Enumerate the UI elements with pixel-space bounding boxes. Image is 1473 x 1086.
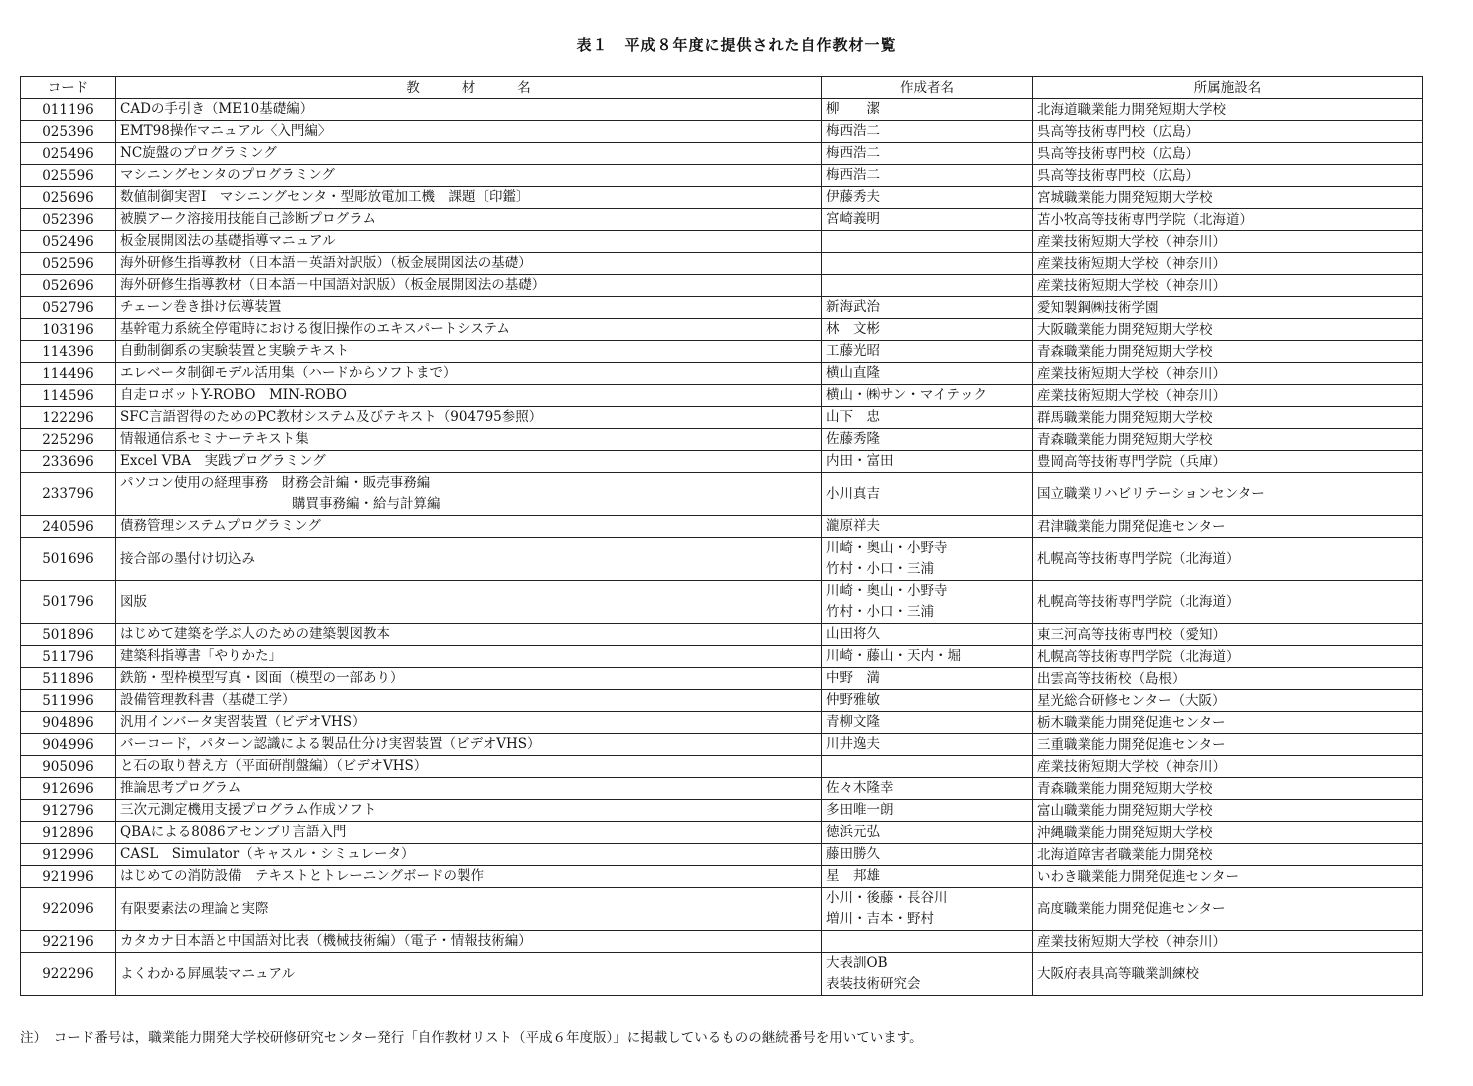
table-row <box>21 319 1423 341</box>
table-row <box>21 473 1423 516</box>
cell-title <box>116 319 822 341</box>
cell-facility: 北海道障害者職業能力開発校 <box>1033 844 1423 866</box>
title-line: CADの手引き（ME10基礎編） <box>120 101 314 117</box>
table-row <box>21 888 1423 931</box>
cell-author <box>822 187 1033 209</box>
table-row <box>21 385 1423 407</box>
cell-facility: 産業技術短期大学校（神奈川） <box>1033 385 1423 407</box>
cell-facility: 栃木職業能力開発促進センター <box>1033 712 1423 734</box>
title-line: 海外研修生指導教材（日本語－中国語対訳版）（板金展開図法の基礎） <box>120 277 546 293</box>
header-facility: 所属施設名 <box>1033 77 1423 99</box>
cell-facility: 大阪府表具高等職業訓練校 <box>1033 953 1423 996</box>
cell-title <box>116 822 822 844</box>
cell-author <box>822 385 1033 407</box>
cell-facility: 沖縄職業能力開発短期大学校 <box>1033 822 1423 844</box>
header-author: 作成者名 <box>822 77 1033 99</box>
cell-author <box>822 953 1033 996</box>
cell-title <box>116 581 822 624</box>
cell-facility: 国立職業リハビリテーションセンター <box>1033 473 1423 516</box>
title-line: 購買事務編・給与計算編 <box>292 496 441 512</box>
author-line: 多田唯一朗 <box>826 802 894 818</box>
cell-author <box>822 253 1033 275</box>
title-line: はじめて建築を学ぶ人のための建築製図教本 <box>120 626 390 642</box>
cell-code: 922096 <box>21 888 116 931</box>
cell-facility: 東三河高等技術専門校（愛知） <box>1033 624 1423 646</box>
cell-title <box>116 668 822 690</box>
author-line: 中野 満 <box>826 670 880 686</box>
cell-code: 905096 <box>21 756 116 778</box>
table-row <box>21 953 1423 996</box>
cell-author <box>822 668 1033 690</box>
cell-facility: 呉高等技術専門校（広島） <box>1033 165 1423 187</box>
title-line: EMT98操作マニュアル〈入門編〉 <box>120 123 332 139</box>
cell-facility: 出雲高等技術校（島根） <box>1033 668 1423 690</box>
author-line: 大表訓OB <box>826 955 888 971</box>
cell-author <box>822 407 1033 429</box>
cell-title <box>116 429 822 451</box>
cell-title <box>116 231 822 253</box>
title-line: 推論思考プログラム <box>120 780 242 796</box>
header-row <box>21 77 1423 99</box>
table-row <box>21 297 1423 319</box>
cell-author <box>822 429 1033 451</box>
author-line: 山田将久 <box>826 626 880 642</box>
cell-title <box>116 712 822 734</box>
cell-title <box>116 538 822 581</box>
cell-title <box>116 646 822 668</box>
table-row <box>21 646 1423 668</box>
cell-author <box>822 646 1033 668</box>
table-row <box>21 99 1423 121</box>
title-line: 債務管理システムプログラミング <box>120 518 321 534</box>
table-row <box>21 209 1423 231</box>
cell-author <box>822 275 1033 297</box>
title-line: 三次元測定機用支援プログラム作成ソフト <box>120 802 377 818</box>
title-line: 設備管理教科書（基礎工学） <box>120 692 296 708</box>
cell-code: 904896 <box>21 712 116 734</box>
cell-title <box>116 385 822 407</box>
title-line: 鉄筋・型枠模型写真・図面（模型の一部あり） <box>120 670 404 686</box>
cell-title <box>116 690 822 712</box>
cell-code: 052596 <box>21 253 116 275</box>
table-row <box>21 690 1423 712</box>
table-row <box>21 341 1423 363</box>
title-line: 情報通信系セミナーテキスト集 <box>120 431 309 447</box>
cell-author <box>822 624 1033 646</box>
cell-code: 122296 <box>21 407 116 429</box>
cell-author <box>822 143 1033 165</box>
cell-author <box>822 690 1033 712</box>
cell-title <box>116 275 822 297</box>
cell-code: 912996 <box>21 844 116 866</box>
cell-title <box>116 778 822 800</box>
cell-author <box>822 99 1033 121</box>
author-line: 工藤光昭 <box>826 343 880 359</box>
title-line: カタカナ日本語と中国語対比表（機械技術編）（電子・情報技術編） <box>120 933 532 949</box>
cell-code: 233696 <box>21 451 116 473</box>
cell-facility: 札幌高等技術専門学院（北海道） <box>1033 646 1423 668</box>
author-line: 柳 潔 <box>826 101 880 117</box>
title-line: エレベータ制御モデル活用集（ハードからソフトまで） <box>120 365 457 381</box>
cell-code: 233796 <box>21 473 116 516</box>
cell-author <box>822 209 1033 231</box>
cell-code: 912896 <box>21 822 116 844</box>
cell-facility: 青森職業能力開発短期大学校 <box>1033 341 1423 363</box>
table-row <box>21 165 1423 187</box>
table-row <box>21 429 1423 451</box>
cell-title <box>116 297 822 319</box>
author-line: 竹村・小口・三浦 <box>826 561 934 577</box>
title-line: 板金展開図法の基礎指導マニュアル <box>120 233 336 249</box>
author-line: 内田・富田 <box>826 453 894 469</box>
cell-author <box>822 231 1033 253</box>
author-line: 梅西浩二 <box>826 167 880 183</box>
cell-title <box>116 99 822 121</box>
cell-code: 922196 <box>21 931 116 953</box>
cell-code: 501696 <box>21 538 116 581</box>
cell-facility: 北海道職業能力開発短期大学校 <box>1033 99 1423 121</box>
author-line: 川崎・奥山・小野寺 <box>826 583 948 599</box>
title-line: 海外研修生指導教材（日本語－英語対訳版）（板金展開図法の基礎） <box>120 255 532 271</box>
author-line: 川井逸夫 <box>826 736 880 752</box>
cell-code: 921996 <box>21 866 116 888</box>
author-line: 川崎・奥山・小野寺 <box>826 540 948 556</box>
author-line: 新海武治 <box>826 299 880 315</box>
cell-code: 025396 <box>21 121 116 143</box>
cell-facility: 青森職業能力開発短期大学校 <box>1033 429 1423 451</box>
author-line: 佐々木隆幸 <box>826 780 894 796</box>
author-line: 小川・後藤・長谷川 <box>826 890 948 906</box>
table-row <box>21 800 1423 822</box>
footnote: 注） コード番号は，職業能力開発大学校研修研究センター発行「自作教材リスト（平成６年度版）」に掲載しているものの継続番号を用いています。 <box>20 1030 923 1046</box>
cell-title <box>116 187 822 209</box>
title-line: 被膜アーク溶接用技能自己診断プログラム <box>120 211 376 227</box>
author-line: 横山直隆 <box>826 365 880 381</box>
table-row <box>21 363 1423 385</box>
cell-facility: 札幌高等技術専門学院（北海道） <box>1033 538 1423 581</box>
author-line: 山下 忠 <box>826 409 880 425</box>
cell-title <box>116 953 822 996</box>
title-line: 接合部の墨付け切込み <box>120 550 255 567</box>
cell-code: 904996 <box>21 734 116 756</box>
cell-title <box>116 253 822 275</box>
table-row <box>21 538 1423 581</box>
title-line: はじめての消防設備 テキストとトレーニングボードの製作 <box>120 868 484 884</box>
table-row <box>21 451 1423 473</box>
table-body <box>21 99 1423 996</box>
cell-code: 052396 <box>21 209 116 231</box>
cell-facility: 君津職業能力開発促進センター <box>1033 516 1423 538</box>
title-line: 建築科指導書「やりかた」 <box>120 648 282 664</box>
cell-title <box>116 800 822 822</box>
author-line: 宮崎義明 <box>826 211 880 227</box>
cell-title <box>116 209 822 231</box>
cell-facility: 産業技術短期大学校（神奈川） <box>1033 931 1423 953</box>
table-row <box>21 734 1423 756</box>
cell-facility: 苫小牧高等技術専門学院（北海道） <box>1033 209 1423 231</box>
table-row <box>21 668 1423 690</box>
cell-code: 052696 <box>21 275 116 297</box>
cell-facility: 呉高等技術専門校（広島） <box>1033 121 1423 143</box>
cell-title <box>116 844 822 866</box>
cell-code: 025596 <box>21 165 116 187</box>
cell-code: 511996 <box>21 690 116 712</box>
cell-author <box>822 866 1033 888</box>
table-row <box>21 866 1423 888</box>
cell-title <box>116 165 822 187</box>
author-line: 仲野雅敏 <box>826 692 880 708</box>
cell-facility: 宮城職業能力開発短期大学校 <box>1033 187 1423 209</box>
cell-facility: いわき職業能力開発促進センター <box>1033 866 1423 888</box>
author-line: 増川・吉本・野村 <box>826 911 934 927</box>
table-row <box>21 407 1423 429</box>
cell-facility: 三重職業能力開発促進センター <box>1033 734 1423 756</box>
table-row <box>21 121 1423 143</box>
table-row <box>21 231 1423 253</box>
cell-facility: 産業技術短期大学校（神奈川） <box>1033 363 1423 385</box>
table-row <box>21 844 1423 866</box>
cell-author <box>822 363 1033 385</box>
cell-author <box>822 888 1033 931</box>
cell-title <box>116 143 822 165</box>
author-line: 青柳文隆 <box>826 714 880 730</box>
cell-title <box>116 866 822 888</box>
title-line: CASL Simulator（キャスル・シミュレータ） <box>120 846 415 862</box>
cell-facility: 産業技術短期大学校（神奈川） <box>1033 275 1423 297</box>
cell-author <box>822 931 1033 953</box>
cell-title <box>116 624 822 646</box>
header-code: コード <box>21 77 116 99</box>
title-line: パソコン使用の経理事務 財務会計編・販売事務編 <box>120 475 431 491</box>
cell-code: 114396 <box>21 341 116 363</box>
cell-author <box>822 581 1033 624</box>
author-line: 梅西浩二 <box>826 123 880 139</box>
cell-author <box>822 822 1033 844</box>
cell-title <box>116 888 822 931</box>
cell-title <box>116 341 822 363</box>
cell-title <box>116 516 822 538</box>
header-title: 教材名 <box>116 77 822 99</box>
cell-facility: 大阪職業能力開発短期大学校 <box>1033 319 1423 341</box>
cell-author <box>822 734 1033 756</box>
cell-code: 511796 <box>21 646 116 668</box>
cell-author <box>822 473 1033 516</box>
cell-title <box>116 734 822 756</box>
title-line: QBAによる8086アセンブリ言語入門 <box>120 824 347 840</box>
author-line: 伊藤秀夫 <box>826 189 880 205</box>
title-line: 図版 <box>120 593 147 610</box>
cell-facility: 群馬職業能力開発短期大学校 <box>1033 407 1423 429</box>
title-line: Excel VBA 実践プログラミング <box>120 453 326 469</box>
cell-code: 501796 <box>21 581 116 624</box>
cell-title <box>116 473 822 516</box>
author-line: 表装技術研究会 <box>826 976 921 992</box>
table-row <box>21 756 1423 778</box>
cell-author <box>822 121 1033 143</box>
author-line: 小川真吉 <box>826 485 880 502</box>
cell-facility: 産業技術短期大学校（神奈川） <box>1033 756 1423 778</box>
table-row <box>21 187 1423 209</box>
table-row <box>21 581 1423 624</box>
cell-code: 912796 <box>21 800 116 822</box>
title-line: チェーン巻き掛け伝導装置 <box>120 299 282 315</box>
table-row <box>21 516 1423 538</box>
cell-author <box>822 297 1033 319</box>
cell-facility: 青森職業能力開発短期大学校 <box>1033 778 1423 800</box>
cell-author <box>822 319 1033 341</box>
cell-author <box>822 516 1033 538</box>
title-line: 自走ロボットY-ROBO MIN-ROBO <box>120 387 347 403</box>
cell-code: 501896 <box>21 624 116 646</box>
cell-facility: 星光総合研修センター（大阪） <box>1033 690 1423 712</box>
title-line: SFC言語習得のためのPC教材システム及びテキスト（904795参照） <box>120 409 543 425</box>
cell-code: 240596 <box>21 516 116 538</box>
cell-author <box>822 778 1033 800</box>
title-line: 基幹電力系統全停電時における復旧操作のエキスパートシステム <box>120 321 510 337</box>
title-line: NC旋盤のプログラミング <box>120 145 277 161</box>
cell-title <box>116 756 822 778</box>
table-row <box>21 712 1423 734</box>
cell-code: 025496 <box>21 143 116 165</box>
author-line: 藤田勝久 <box>826 846 880 862</box>
table-row <box>21 143 1423 165</box>
cell-facility: 呉高等技術専門校（広島） <box>1033 143 1423 165</box>
title-line: 汎用インバータ実習装置（ビデオVHS） <box>120 714 366 730</box>
author-line: 瀧原祥夫 <box>826 518 880 534</box>
cell-facility: 愛知製鋼㈱技術学園 <box>1033 297 1423 319</box>
cell-code: 511896 <box>21 668 116 690</box>
cell-code: 052796 <box>21 297 116 319</box>
table-title: 表１ 平成８年度に提供された自作教材一覧 <box>576 36 897 54</box>
cell-code: 922296 <box>21 953 116 996</box>
cell-author <box>822 165 1033 187</box>
cell-facility: 産業技術短期大学校（神奈川） <box>1033 253 1423 275</box>
cell-author <box>822 756 1033 778</box>
author-line: 星 邦雄 <box>826 868 880 884</box>
title-line: 有限要素法の理論と実際 <box>120 900 269 917</box>
title-line: 数値制御実習Ⅰ マシニングセンタ・型彫放電加工機 課題〔印鑑〕 <box>120 189 530 205</box>
title-line: と石の取り替え方（平面研削盤編）（ビデオVHS） <box>120 758 428 774</box>
cell-title <box>116 931 822 953</box>
table-row <box>21 253 1423 275</box>
materials-table <box>20 76 1423 996</box>
author-line: 林 文彬 <box>826 321 880 337</box>
cell-title <box>116 363 822 385</box>
cell-code: 114496 <box>21 363 116 385</box>
author-line: 梅西浩二 <box>826 145 880 161</box>
title-line: バーコード，パターン認識による製品仕分け実習装置（ビデオVHS） <box>120 736 541 752</box>
cell-author <box>822 341 1033 363</box>
author-line: 横山・㈱サン・マイテック <box>826 387 988 403</box>
cell-code: 103196 <box>21 319 116 341</box>
title-line: マシニングセンタのプログラミング <box>120 167 335 183</box>
cell-facility: 富山職業能力開発短期大学校 <box>1033 800 1423 822</box>
cell-title <box>116 121 822 143</box>
author-line: 徳浜元弘 <box>826 824 880 840</box>
title-line: よくわかる屛風装マニュアル <box>120 965 295 982</box>
cell-author <box>822 538 1033 581</box>
cell-author <box>822 451 1033 473</box>
table-row <box>21 275 1423 297</box>
cell-title <box>116 451 822 473</box>
cell-code: 011196 <box>21 99 116 121</box>
author-line: 川崎・藤山・天内・堀 <box>826 648 961 664</box>
cell-author <box>822 800 1033 822</box>
cell-code: 025696 <box>21 187 116 209</box>
cell-code: 912696 <box>21 778 116 800</box>
table-row <box>21 822 1423 844</box>
cell-author <box>822 844 1033 866</box>
cell-author <box>822 712 1033 734</box>
cell-facility: 札幌高等技術専門学院（北海道） <box>1033 581 1423 624</box>
cell-facility: 高度職業能力開発促進センター <box>1033 888 1423 931</box>
cell-code: 225296 <box>21 429 116 451</box>
table-row <box>21 778 1423 800</box>
cell-title <box>116 407 822 429</box>
cell-facility: 豊岡高等技術専門学院（兵庫） <box>1033 451 1423 473</box>
table-row <box>21 624 1423 646</box>
title-line: 自動制御系の実験装置と実験テキスト <box>120 343 350 359</box>
author-line: 竹村・小口・三浦 <box>826 604 934 620</box>
author-line: 佐藤秀隆 <box>826 431 880 447</box>
cell-code: 114596 <box>21 385 116 407</box>
table-row <box>21 931 1423 953</box>
cell-facility: 産業技術短期大学校（神奈川） <box>1033 231 1423 253</box>
cell-code: 052496 <box>21 231 116 253</box>
